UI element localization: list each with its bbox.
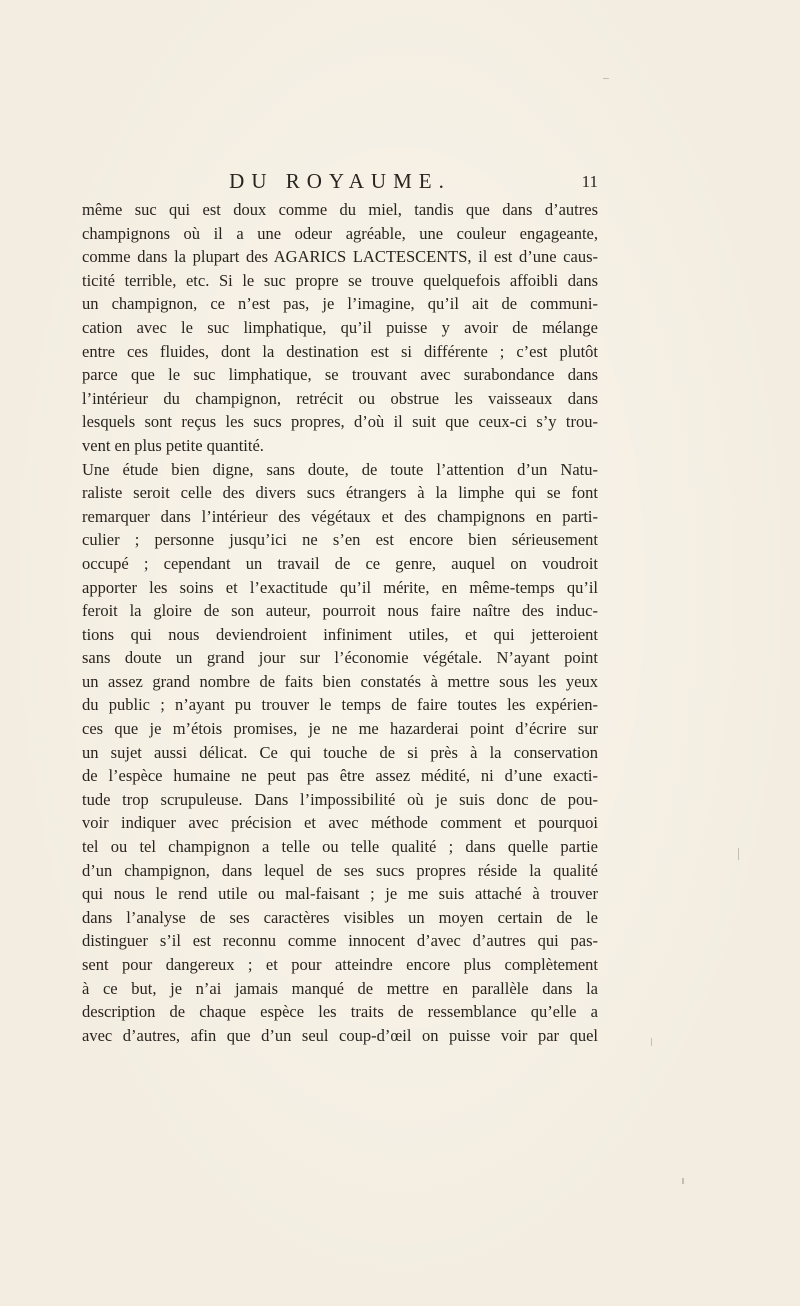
text-line: apporter les soins et l’exactitude qu’il mérite, en même-temps qu’il [82,577,598,597]
text-line: raliste seroit celle des divers sucs étrangers à la limphe qui se font [82,483,598,503]
text-line: description de chaque espèce les traits de ressemblance qu’elle a [82,1002,598,1022]
page-number: 11 [581,172,598,191]
paper-speck [651,1038,652,1046]
text-line: même suc qui est doux comme du miel, tandis que dans d’autres [82,200,598,219]
text-line: tel ou tel champignon a telle ou telle qualité ; dans quelle partie [82,837,598,857]
text-line: à ce but, je n’ai jamais manqué de mettre en parallèle dans la [82,978,598,998]
text-line: qui nous le rend utile ou mal-faisant ; je me suis attaché à trouver [82,884,598,904]
text-line: de l’espèce humaine ne peut pas être assez médité, ni d’une exacti- [82,766,598,786]
text-line: lesquels sont reçus les sucs propres, d’où il suit que ceux-ci s’y trou- [82,412,598,432]
text-line: ticité terrible, etc. Si le suc propre se trouve quelquefois affoibli dans [82,270,598,290]
text-line: sans doute un grand jour sur l’économie végétale. N’ayant point [82,648,598,668]
running-head [82,166,598,196]
text-line: d’un champignon, dans lequel de ses sucs propres réside la qualité [82,860,598,880]
text-line: occupé ; cependant un travail de ce genre, auquel on voudroit [82,553,598,573]
text-line: sent pour dangereux ; et pour atteindre encore plus complètement [82,955,598,974]
paper-speck [682,1178,684,1184]
text-line: distinguer s’il est reconnu comme innocent d’avec d’autres qui pas- [82,931,598,951]
text-line: remarquer dans l’intérieur des végétaux et des champignons en parti- [82,506,598,526]
text-line: vent en plus petite quantité. [82,435,264,455]
text-line: l’intérieur du champignon, retrécit ou obstrue les vaisseaux dans [82,388,598,408]
body-text [82,198,598,1047]
text-line: ces que je m’étois promises, je ne me hazarderai point d’écrire sur [82,719,598,739]
text-line: tions qui nous deviendroient infiniment utiles, et qui jetteroient [82,624,598,644]
paper-speck [603,78,609,79]
text-line: parce que le suc limphatique, se trouvant avec surabondance dans [82,365,598,385]
text-line: feroit la gloire de son auteur, pourroit nous faire naître des induc- [82,601,598,621]
text-line: entre ces fluides, dont la destination est si différente ; c’est plutôt [82,341,598,361]
text-line: voir indiquer avec précision et avec méthode comment et pourquoi [82,813,598,833]
running-title: DU ROYAUME. [229,169,451,193]
text-line: un champignon, ce n’est pas, je l’imagine, qu’il ait de communi- [82,294,598,314]
text-line: tude trop scrupuleuse. Dans l’impossibilité où je suis donc de pou- [82,789,598,809]
text-line: avec d’autres, afin que d’un seul coup-d’œil on puisse voir par quel [82,1025,598,1045]
text-line: un sujet aussi délicat. Ce qui touche de si près à la conservation [82,742,598,762]
text-line: un assez grand nombre de faits bien constatés à mettre sous les yeux [82,671,598,691]
text-line: dans l’analyse de ses caractères visibles un moyen certain de le [82,907,598,927]
text-line: comme dans la plupart des AGARICS LACTESCENTS, il est d’une caus- [82,247,598,267]
text-line: Une étude bien digne, sans doute, de toute l’attention d’un Natu- [82,459,598,479]
text-line: du public ; n’ayant pu trouver le temps de faire toutes les expérien- [82,695,598,715]
paper-speck [738,848,739,860]
text-line: cation avec le suc limphatique, qu’il puisse y avoir de mélange [82,317,598,337]
text-line: culier ; personne jusqu’ici ne s’en est encore bien sérieusement [82,530,598,550]
text-line: champignons où il a une odeur agréable, une couleur engageante, [82,223,598,243]
